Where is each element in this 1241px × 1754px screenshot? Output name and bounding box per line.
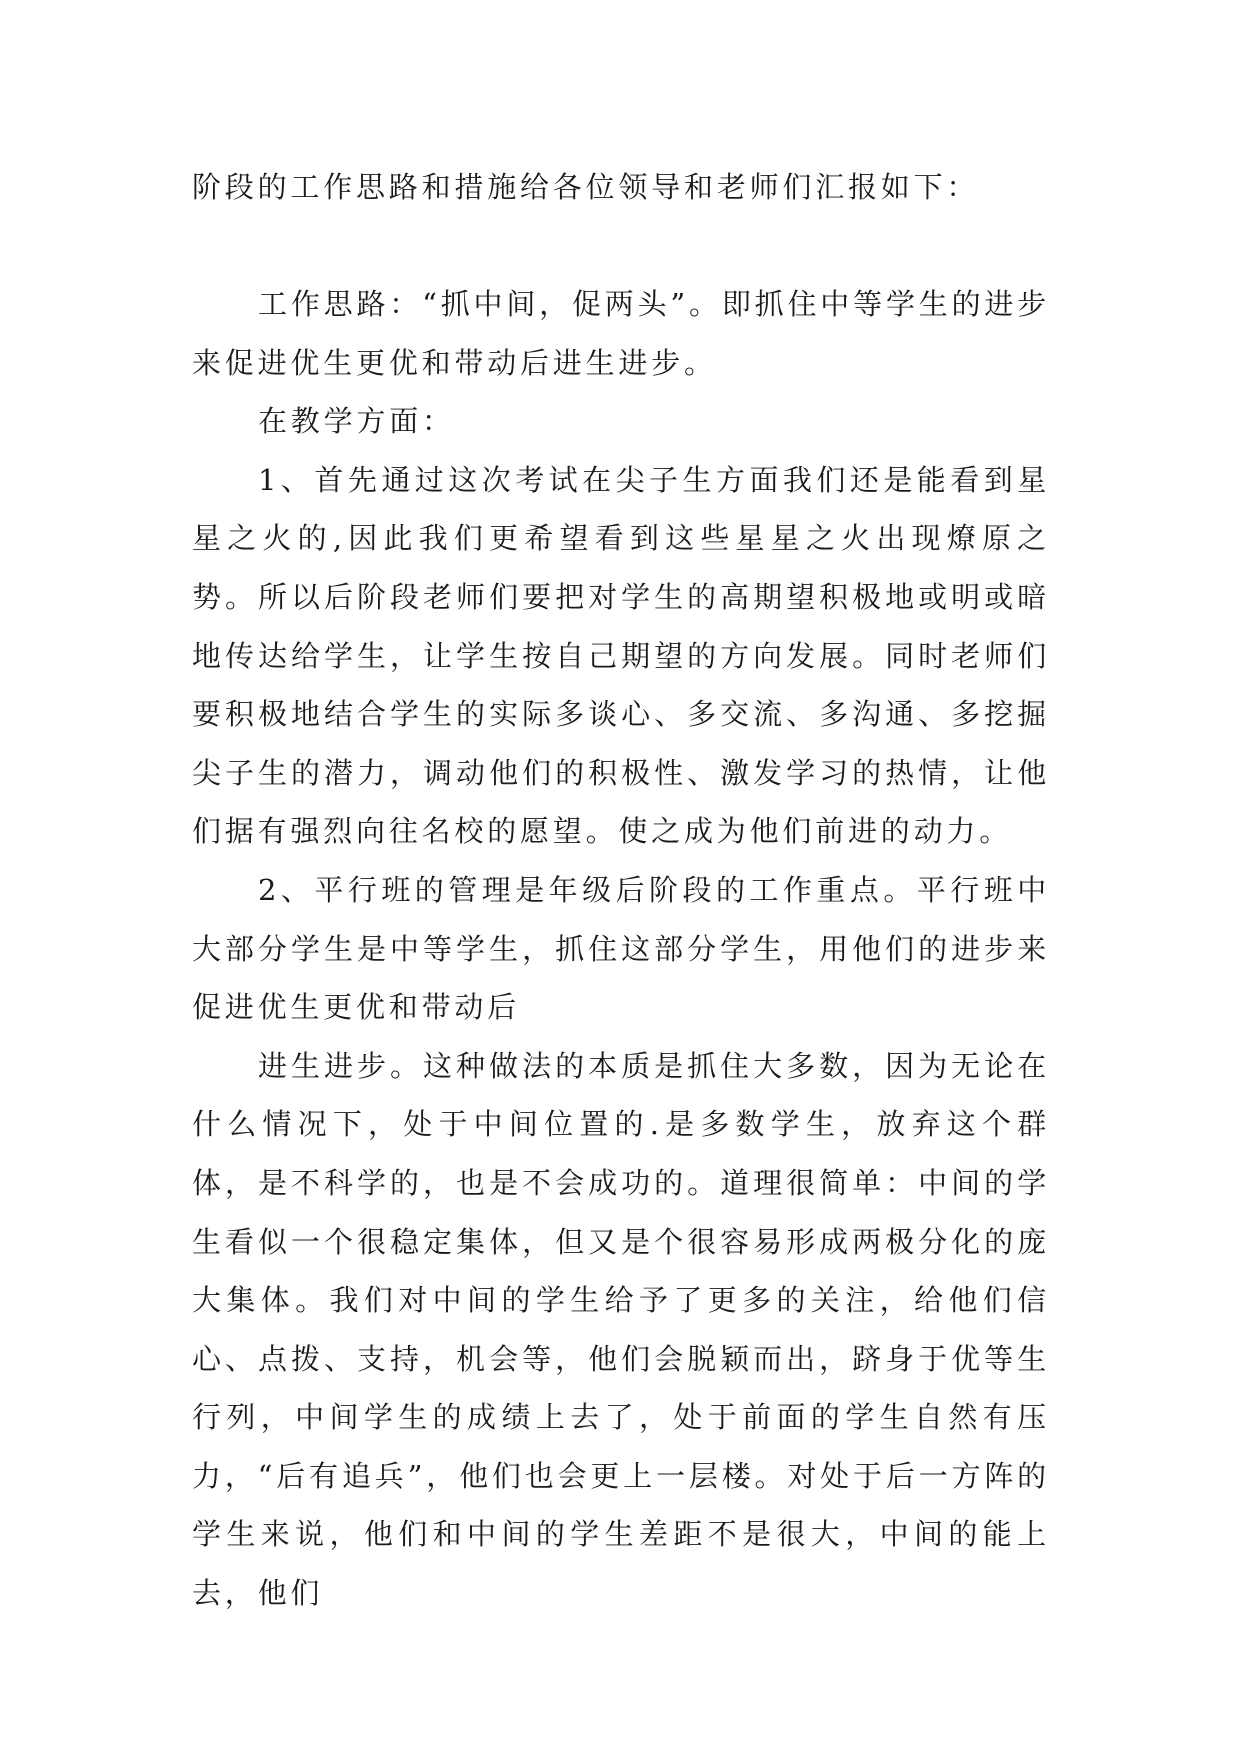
paragraph-teaching-heading: 在教学方面： (258, 404, 455, 439)
paragraph-work-idea: 工作思路：“抓中间，促两头”。即抓住中等学生的进步来促进优生更优和带动后进生进步。 (192, 287, 1050, 380)
paragraph-continuation: 进生进步。这种做法的本质是抓住大多数，因为无论在什么情况下，处于中间位置的.是多数学生，放弃这个群体，是不科学的，也是不会成功的。道理很简单：中间的学生看似一个很稳定集体，但又是个很容易形成两极分化的庞大集体。我们对中间的学生给予了更多的关注，给他们信心、点拨、支持，机会等，他们会脱颖而出，跻身于优等生行列，中间学生的成绩上去了，处于前面的学生自然有压力，“后有追兵”，他们也会更上一层楼。对处于后一方阵的学生来说，他们和中间的学生差距不是很大，中间的能上去，他们 (192, 1048, 1050, 1611)
document-body-top (192, 158, 1050, 217)
paragraph-point-1: 1、首先通过这次考试在尖子生方面我们还是能看到星星之火的,因此我们更希望看到这些星星之火出现燎原之势。所以后阶段老师们要把对学生的高期望积极地或明或暗地传达给学生，让学生按自己期望的方向发展。同时老师们要积极地结合学生的实际多谈心、多交流、多沟通、多挖掘尖子生的潜力，调动他们的积极性、激发学习的热情，让他们据有强烈向往名校的愿望。使之成为他们前进的动力。 (192, 462, 1050, 849)
intro-line: 阶段的工作思路和措施给各位领导和老师们汇报如下： (192, 170, 980, 204)
paragraph-point-2: 2、平行班的管理是年级后阶段的工作重点。平行班中大部分学生是中等学生，抓住这部分学生，用他们的进步来促进优生更优和带动后 (192, 872, 1050, 1025)
document-body (192, 275, 1050, 1623)
